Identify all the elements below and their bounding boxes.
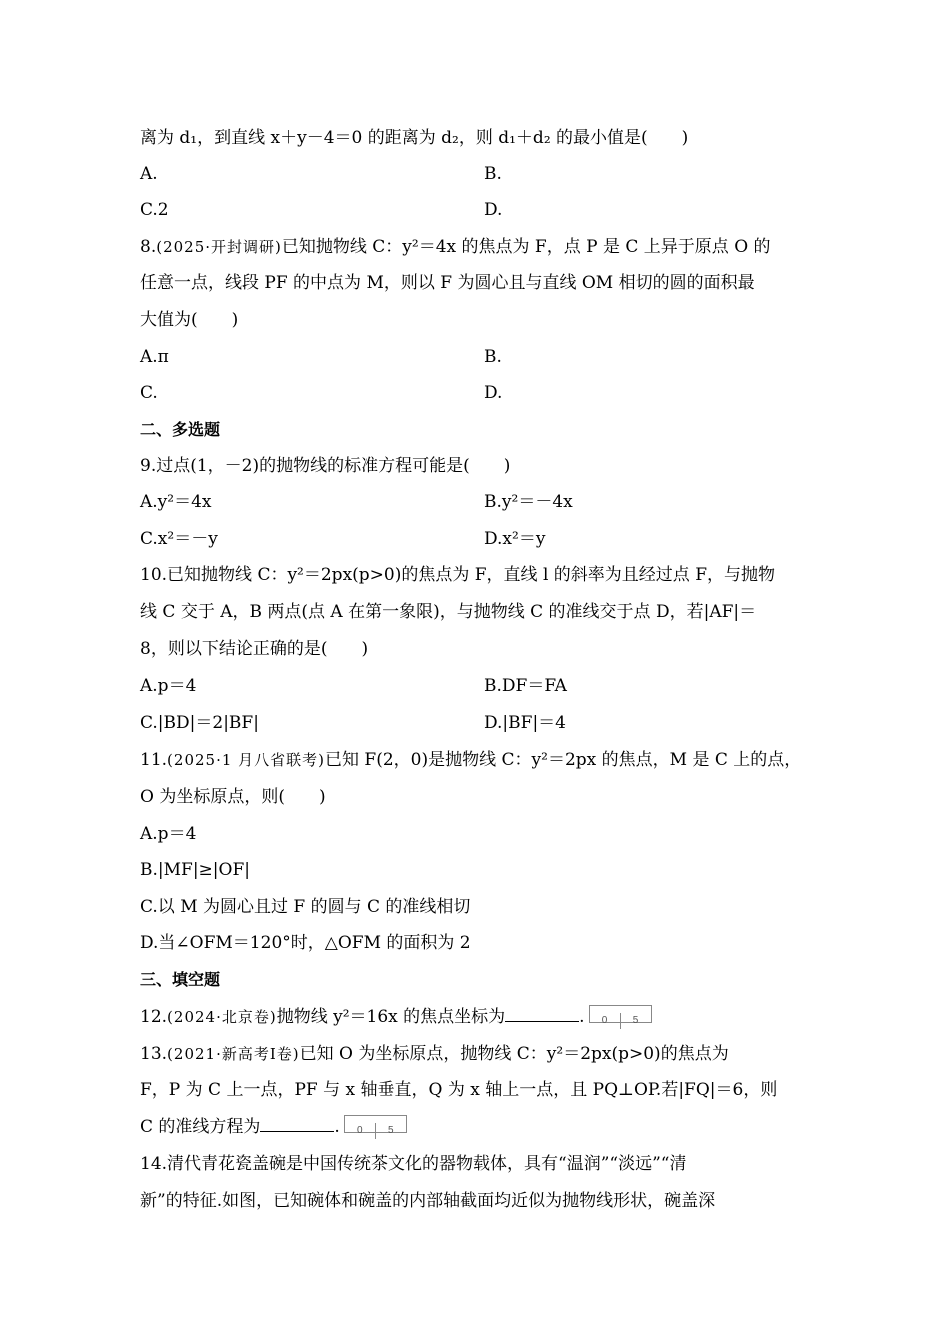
q9-option-d: D.x²＝y [484, 529, 546, 549]
q14-line1: 14.清代青花瓷盖碗是中国传统茶文化的器物载体，具有“温润”“淡远”“清 [140, 1154, 687, 1174]
q8-option-a: A.π [140, 347, 169, 367]
q10-line2: 线 C 交于 A，B 两点(点 A 在第一象限)，与抛物线 C 的准线交于点 D，若|AF|＝ [140, 602, 757, 622]
q11-line2: O 为坐标原点，则( ) [140, 787, 326, 807]
q13-source: (2021·新高考Ⅰ卷) [167, 1045, 300, 1063]
q10-line1: 10.已知抛物线 C：y²＝2px(p>0)的焦点为 F，直线 l 的斜率为且经过点 F，与抛物 [140, 565, 776, 585]
q10-option-c: C.|BD|＝2|BF| [140, 713, 259, 733]
q7-option-d: D. [484, 200, 503, 220]
q9-option-c: C.x²＝－y [140, 529, 218, 549]
q8-source: (2025·开封调研) [156, 238, 282, 256]
q11-number: 11. [140, 750, 168, 770]
q10-option-d: D.|BF|＝4 [484, 713, 566, 733]
score-cell: 5 [375, 1123, 406, 1139]
q7-continuation: 离为 d₁，到直线 x＋y－4＝0 的距离为 d₂，则 d₁＋d₂ 的最小值是( ) [140, 128, 689, 148]
q8-line3: 大值为( ) [140, 310, 239, 330]
q8-option-b: B. [484, 347, 502, 367]
q13-line2: F，P 为 C 上一点，PF 与 x 轴垂直，Q 为 x 轴上一点，且 PQ⊥OP.若|FQ|＝6，则 [140, 1080, 778, 1100]
score-cell: 0 [601, 1014, 608, 1026]
section-fill-blank-heading: 三、填空题 [140, 970, 221, 989]
q14-line2: 新”的特征.如图，已知碗体和碗盖的内部轴截面均近似为抛物线形状，碗盖深 [140, 1191, 716, 1211]
q8-text: 已知抛物线 C：y²＝4x 的焦点为 F，点 P 是 C 上异于原点 O 的 [281, 237, 771, 257]
q13-period: . [334, 1117, 340, 1137]
q10-option-b: B.DF＝FA [484, 676, 567, 696]
q12-source: (2024·北京卷) [167, 1008, 277, 1026]
q13-text: 已知 O 为坐标原点，抛物线 C：y²＝2px(p>0)的焦点为 [299, 1044, 729, 1064]
q7-option-b: B. [484, 164, 502, 184]
q10-line3: 8，则以下结论正确的是( ) [140, 639, 369, 659]
q12-number: 12. [140, 1007, 168, 1027]
q11-line1 [140, 748, 801, 772]
score-cell: 0 [357, 1124, 363, 1136]
q7-option-c: C.2 [140, 200, 169, 220]
q12-answer-blank[interactable] [505, 1007, 579, 1022]
q8-option-c: C. [140, 383, 158, 403]
q13-text: C 的准线方程为 [140, 1117, 261, 1137]
q9-option-b: B.y²＝－4x [484, 492, 573, 512]
q13-score-box [344, 1115, 407, 1136]
q8-line2: 任意一点，线段 PF 的中点为 M，则以 F 为圆心且与直线 OM 相切的圆的面积最 [140, 273, 755, 293]
q11-option-d: D.当∠OFM＝120°时，△OFM 的面积为 2 [140, 933, 471, 953]
q10-option-a: A.p＝4 [140, 676, 197, 696]
q8-line1 [140, 235, 771, 259]
q8-number: 8. [140, 237, 157, 257]
q9-option-a: A.y²＝4x [140, 492, 212, 512]
q12-line [140, 1005, 652, 1029]
section-multi-choice-heading: 二、多选题 [140, 420, 221, 439]
q12-period: . [579, 1007, 585, 1027]
q13-line3 [140, 1115, 407, 1139]
q11-option-b: B.|MF|≥|OF| [140, 860, 250, 880]
q12-score-box [589, 1005, 652, 1026]
q9-text: 9.过点(1，－2)的抛物线的标准方程可能是( ) [140, 456, 511, 476]
q12-text: 抛物线 y²＝16x 的焦点坐标为 [276, 1007, 506, 1027]
q7-option-a: A. [140, 164, 158, 184]
q8-option-d: D. [484, 383, 503, 403]
q11-source: (2025·1 月八省联考) [167, 751, 326, 769]
q13-answer-blank[interactable] [260, 1117, 334, 1132]
q13-number: 13. [140, 1044, 168, 1064]
q11-option-a: A.p＝4 [140, 824, 197, 844]
score-cell: 5 [620, 1013, 651, 1029]
q11-text: 已知 F(2，0)是抛物线 C：y²＝2px 的焦点，M 是 C 上的点， [325, 750, 802, 770]
q11-option-c: C.以 M 为圆心且过 F 的圆与 C 的准线相切 [140, 897, 471, 917]
q13-line1 [140, 1042, 729, 1066]
